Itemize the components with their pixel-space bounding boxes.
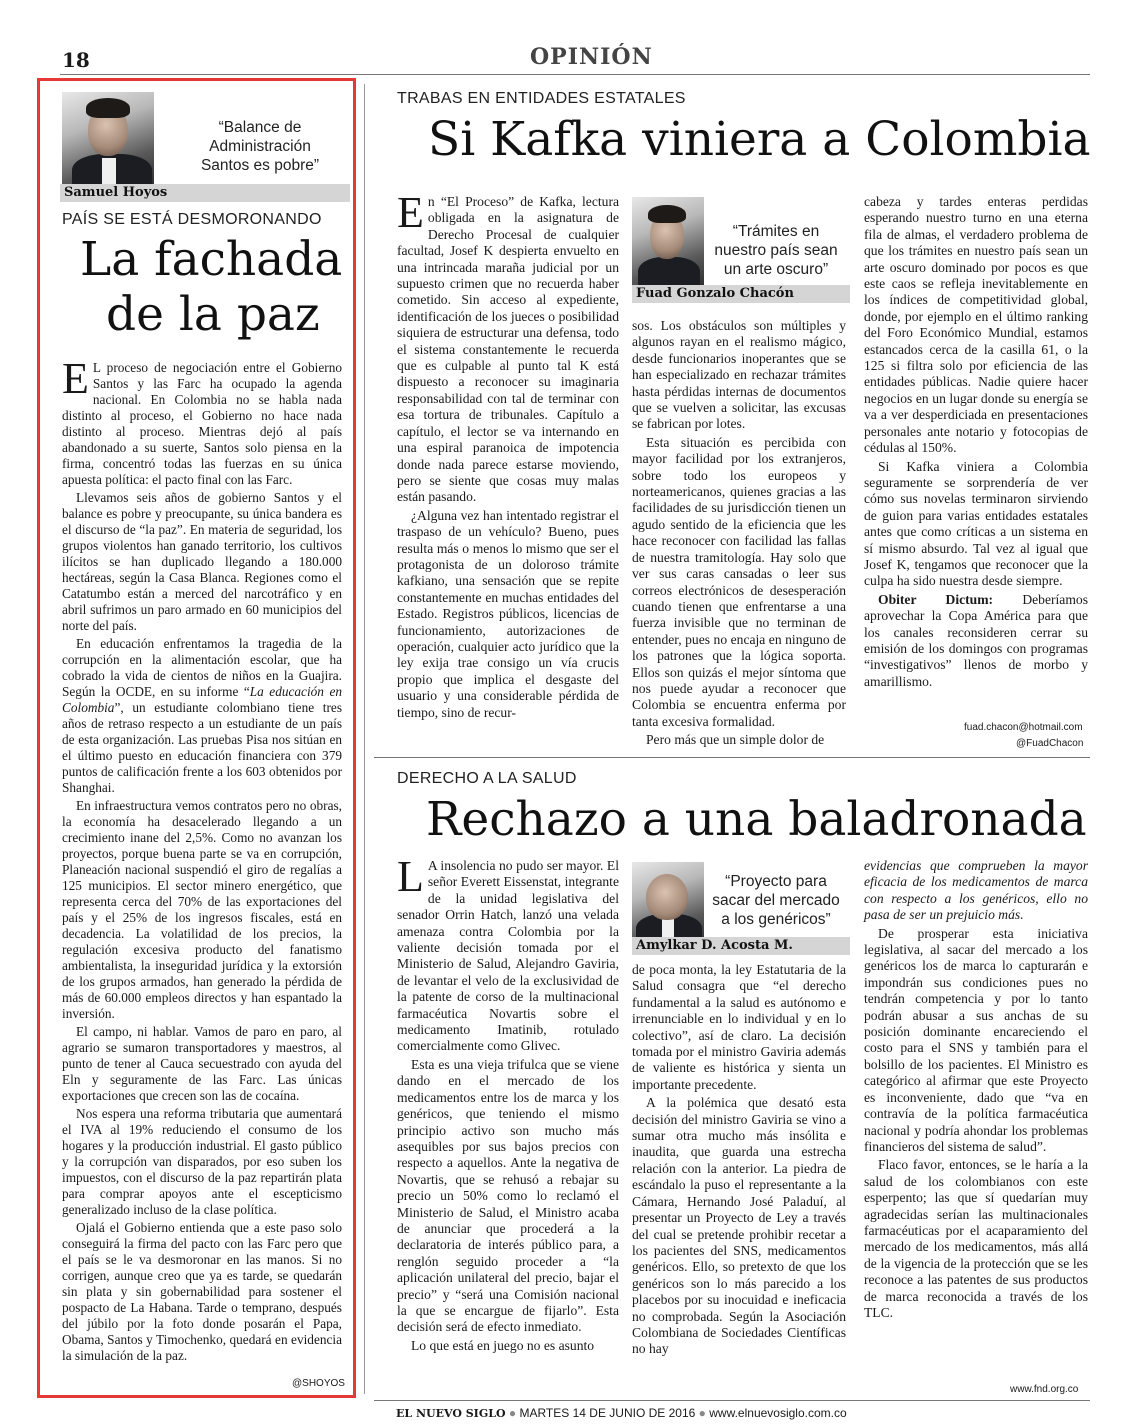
dropcap: E bbox=[62, 354, 89, 403]
dropcap-kafka: E bbox=[397, 188, 424, 237]
author-photo-kafka bbox=[632, 197, 704, 289]
site-url: www.fnd.org.co bbox=[1010, 1384, 1079, 1395]
author-twitter: @FuadChacon bbox=[1016, 738, 1084, 749]
kafka-col1: En “El Proceso” de Kafka, lectura obligada en la asignatura de Derecho Procesal de cualquier facultad, Josef K despierta envuelto en una intrincada maraña judicial por un supuesto crimen que no recuerda haber cometido. Sin acceso al expediente, identificación de los jueces o posibilidad siquiera de estructurar una defensa, todo el sistema constantemente le recuerda que es culpable al punto tal K está dispuesto a reconocer su imaginaria responsabilidad con tal de terminar con esa tortura de tribunales. Capítulo a capítulo, el lector se va internando en una espiral paranoica de impotencia donde nada parece estarse moviendo, pero se siente que cosas muy malas están pasando. ¿Alguna vez han intentado registrar el traspaso de un vehículo? Bueno, pues resulta más o menos lo mismo que ser el protagonista de un doloroso trámite kafkiano, una sensación que se repite constantemente en muchas entidades del Estado. Registros públicos, licencias de funcionamiento, autorizaciones de operación, cualquier acto jurídico que la ley exija trae consigo un vía crucis propio que implica el desgaste del usuario y una considerable pérdida de tiempo, sino de recur- bbox=[397, 188, 619, 720]
headline-line2: de la paz bbox=[106, 287, 320, 342]
header-rule bbox=[60, 74, 1090, 75]
author-photo-salud bbox=[632, 862, 704, 946]
pull-quote-salud: “Proyecto para sacar del mercado a los genéricos” bbox=[712, 873, 840, 928]
section-title: OPINIÓN bbox=[530, 44, 653, 70]
author-photo bbox=[62, 92, 154, 188]
kicker: PAÍS SE ESTÁ DESMORONANDO bbox=[62, 211, 322, 228]
article-body: E L proceso de negociación entre el Gobierno Santos y las Farc ha ocupado la agenda nacional. En Colombia no se habla nada distinto al proceso, el Gobierno no hace nada distinto al proceso. Mientras dejó al país abandonado a su suerte, Santos solo piensa en la firma, concentró todas las fuerzas en su única apuesta política: el pacto final con las Farc. Llevamos seis años de gobierno Santos y el balance es pobre y preocupante, su única bandera es el discurso de “la paz”. En materia de seguridad, los grupos violentos han ganado territorio, los cultivos ilícitos se han duplicado llegando a 180.000 hectáreas, según la Casa Blanca. Regiones como el Catatumbo están a merced del narcotráfico y en abril sufrimos un paro armado en 60 municipios del norte del país. En educación enfrentamos la tragedia de la corrupción en la alimentación escolar, que ha cobrado la vida de cientos de niños en la Guajira. Según la OCDE, en su informe “La educación en Colombia”, un estudiante colombiano tiene tres años de retraso respecto a un estudiante de un país de esta organización. Las pruebas Pisa nos sitúan en el último puesto en educación financiera con 379 puntos de calificación frente a los 603 obtenidos por Shanghai. En infraestructura vemos contratos pero no obras, la economía ha desacelerado llegando a un crecimiento inane del 2,5%. Como no avanzan los proyectos, porque buena parte se va en corrupción, Planeación nacional suspendió el giro de regalías a 125 municipios. El sector minero energético, que representa cerca del 70% de las exportaciones del país y el 25% de los ingresos fiscales, está en decadencia. La volatilidad de los precios, la regulación excesiva producto del fanatismo ambientalista, la inseguridad jurídica y la extorsión de los grupos armados, han generado la pérdida de más de 60.000 empleos directos y han espantado la inversión. El campo, ni hablar. Vamos de paro en paro, al agrario se sumaron transportadores y maestros, al punto de tener al Cauca secuestrado con ayuda del Eln y seguramente de las Farc. Las únicas exportaciones que crecen son las de cocaína. Nos espera una reforma tributaria que aumentará el IVA al 19% reduciendo el consumo de los hogares y la producción industrial. El gasto público y la corrupción van disparados, por eso suben los impuestos, con el discurso de la paz repartirán plata para comprar apoyos ante el escepticismo generalizado incluso de la clase política. Ojalá el Gobierno entienda que a este paso solo conseguirá la firma del pacto con las Farc pero que el país se le va desmoronar en las manos. Si no corrigen, aunque creo que ya es tarde, se quedarán sin plata y sin gobernabilidad para sostener el pospacto de La Habana. Tarde o temprano, después del júbilo por la foto donde posarán el Papa, Obama, Santos y Timochenko, quedará en evidencia la simulación de la paz. bbox=[62, 354, 342, 1363]
headline-kafka: Si Kafka viniera a Colombia bbox=[428, 112, 1091, 167]
page-number: 18 bbox=[62, 48, 90, 72]
salud-col1: L A insolencia no pudo ser mayor. El señor Everett Eissenstat, integrante de la unidad legislativa del senador Orrin Hatch, lanzó una velada amenaza contra Colombia por la valiente decisión tomada por el Ministerio de Salud, Alejandro Gaviria, de levantar el velo de la exclusividad de la patente de corso de la multinacional farmacéutica Novartis sobre el medicamento Imatinib, rotulado comercialmente como Glivec. Esta es una vieja trifulca que se viene dando en el mercado de los medicamentos entre los de marca y los genéricos, que teniendo el mismo principio activo son mucho más asequibles por sus bajos precios con respecto a aquellos. Ante la negativa de Novartis, que se rehusó a rebajar su precio un 50% como lo reclamó el Ministerio de Salud, el Ministro acaba de anunciar que procederá a la declaratoria de interés público para, a renglón seguido proceder a “la aplicación unilateral del precio, bajar el precio” y “será una Comisión nacional la que se encargue de fijarlo”. Esta decisión será de efecto inmediato. Lo que está en juego no es asunto bbox=[397, 852, 619, 1353]
column-divider bbox=[364, 84, 365, 1394]
headline-line1: La fachada bbox=[80, 232, 343, 287]
headline-salud: Rechazo a una baladronada bbox=[426, 792, 1087, 847]
kicker-salud: DERECHO A LA SALUD bbox=[397, 770, 577, 787]
kicker-kafka: TRABAS EN ENTIDADES ESTATALES bbox=[397, 90, 686, 107]
footer-paper: EL NUEVO SIGLO bbox=[396, 1407, 506, 1420]
footer-url: www.elnuevosiglo.com.co bbox=[709, 1406, 847, 1420]
author-name-kafka: Fuad Gonzalo Chacón bbox=[632, 285, 850, 303]
pull-quote-kafka: “Trámites en nuestro país sean un arte oscuro” bbox=[714, 223, 838, 278]
author-name: Samuel Hoyos bbox=[60, 184, 350, 202]
article-divider bbox=[374, 757, 1090, 758]
author-name-salud: Amylkar D. Acosta M. bbox=[632, 937, 850, 955]
footer-date: MARTES 14 DE JUNIO DE 2016 bbox=[519, 1406, 696, 1420]
kafka-col3: cabeza y tardes enteras perdidas esperando nuestro turno en una eterna fila de almas, el verdadero problema de que los trámites en nuestro país sean un arte oscuro dominado por pocos es que este caos se refleja inevitablemente en los índices de competitividad global, donde, por ejemplo en el último ranking del Foro Económico Mundial, estamos estancados cerca de la casilla 61, o la 125 si filtra solo por eficiencia de las entidades públicas. Nadie quiere hacer negocios en un lugar donde su energía se va a ver desperdiciada en presentaciones personales ante notario y fotocopias de cédulas al 150%. Si Kafka viniera a Colombia seguramente se sorprendería de ver cómo sus novelas terminaron sirviendo de guion para varias entidades estatales antes que como críticas a un sistema en sí mismo absurdo. Tal vez al igual que Josef K, tengamos que reconocer que la culpa ha sido nuestra desde siempre. Obiter Dictum: Deberíamos aprovechar la Copa América para que los canales reconsideren cerrar su emisión de los domingos con programas “investigativos” llenos de morbo y amarillismo. bbox=[864, 194, 1088, 689]
footer: EL NUEVO SIGLO ● MARTES 14 DE JUNIO DE 2016 ● www.elnuevosiglo.com.co bbox=[396, 1406, 847, 1420]
footer-rule bbox=[374, 1400, 1090, 1401]
signature: @SHOYOS bbox=[292, 1378, 345, 1389]
pull-quote: “Balance de Administración Santos es pobre” bbox=[200, 119, 320, 174]
dropcap-salud: L bbox=[397, 852, 424, 901]
kafka-col2: sos. Los obstáculos son múltiples y algunos rayan en el realismo mágico, desde funcionarios inoperantes que se han especializado en rechazar trámites hasta pérdidas internas de documentos que se vuelven a solicitar, las excusas se fabrican por lotes. Esta situación es percibida con mayor facilidad por los extranjeros, sobre todo los europeos y norteamericanos, quienes gracias a las facilidades de su jurisdicción tienen un agudo sentido de la eficiencia que les hace reconocer con facilidad las fallas de nuestra tramitología. Hay solo que ver sus caras cansadas o leer sus correos electrónicos de desesperación cuando tienen que enfrentarse a una fuerza invisible que no terminan de entender, pues no encaja en ninguno de los patrones que la lógica soporta. Ellos son quizás el mejor síntoma que nos puede ayudar a reconocer que Colombia se encuentra enferma por tanta excesiva formalidad. Pero más que un simple dolor de bbox=[632, 318, 846, 748]
author-email: fuad.chacon@hotmail.com bbox=[964, 722, 1083, 733]
salud-col2: de poca monta, la ley Estatutaria de la Salud consagra que “el derecho fundamental a la salud es autónomo e irrenunciable en lo individual y en lo colectivo”, así de claro. La decisión tomada por el ministro Gaviria además de valiente es histórica y sienta un importante precedente. A la polémica que desató esta decisión del ministro Gaviria se vino a sumar otra mucho más insólita e inaudita, que guarda una estrecha relación con la anterior. La piedra de escándalo la puso el representante a la Cámara, Hernando José Paladuí, al presentar un Proyecto de Ley a través del cual se pretende prohibir recetar a los pacientes del SNS, medicamentos genéricos. Ello, so pretexto de que los genéricos son lo más parecido a los placebos por su inocuidad e ineficacia no comprobada. Según la Asociación Colombiana de Sociedades Científicas no hay bbox=[632, 962, 846, 1357]
salud-col3: evidencias que comprueben la mayor eficacia de los medicamentos de marca con respecto a los genéricos, ello no pasa de ser un prejuicio más. De prosperar esta iniciativa legislativa, al sacar del mercado a los genéricos los de marca lo capturarán e impondrán sus condiciones pues no tendrán competencia y por lo tanto podrán abusar a sus anchas de su posición dominante encareciendo el costo para el SNS y también para el bolsillo de los pacientes. El Ministro es categórico al afirmar que este Proyecto es inconveniente, dado que “va en contravía de la política farmacéutica nacional y podría ahondar los problemas financieros del sistema de salud”. Flaco favor, entonces, se le haría a la salud de los colombianos con este esperpento; las que sí quedarían muy agradecidas serían las multinacionales farmacéuticas por el acaparamiento del mercado de los medicamentos, más allá de la vigencia de la protección que se les reconoce a las patentes de sus productos de marca reconocida a través de los TLC. bbox=[864, 858, 1088, 1320]
